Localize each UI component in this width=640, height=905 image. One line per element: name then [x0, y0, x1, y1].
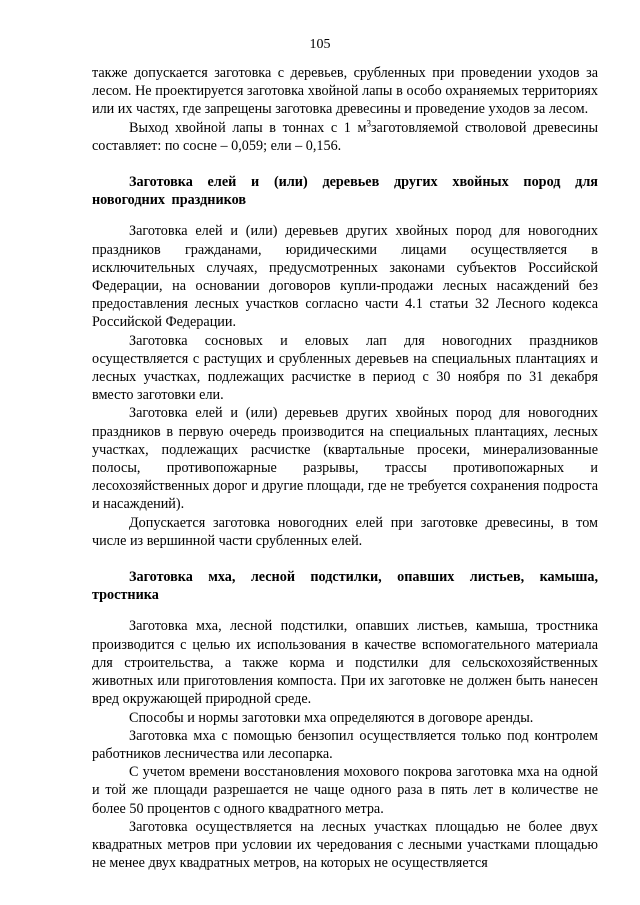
paragraph-yield: [92, 119, 598, 155]
paragraph: Заготовка елей и (или) деревьев других хвойных пород для новогодних праздников гражданами, юридическими лицами осуществляется в исключительных случаях, предусмотренных законами субъектов Российской Федерации, на основании договоров купли-продажи лесных насаждений без предоставления лесных участков согласно части 4.1 статьи 32 Лесного кодекса Российской Федерации.: [92, 223, 598, 331]
page-content: [92, 64, 598, 872]
paragraph: Заготовка елей и (или) деревьев других хвойных пород для новогодних праздников в первую очередь производится на специальных плантациях, лесных участках, подлежащих расчистке (квартальные просеки, минерализованные полосы, противопожарные разрывы, трассы противопожарных и лесохозяйственных дорог и другие площади, где не требуется сохранения подроста и насаждений).: [92, 405, 598, 513]
yield-text-before: Выход хвойной лапы в тоннах с 1 м: [129, 119, 367, 136]
section-heading-moss: Заготовка мха, лесной подстилки, опавших листьев, камыша, тростника: [92, 569, 598, 604]
paragraph: Заготовка мха, лесной подстилки, опавших листьев, камыша, тростника производится с целью их использования в качестве вспомогательного материала для строительства, а также корма и подстилки для сельскохозяйственных животных или приготовления компоста. При их заготовке не должен быть нанесен вред окружающей природной среде.: [92, 618, 598, 708]
page-number: 105: [309, 37, 331, 52]
paragraph: Заготовка сосновых и еловых лап для новогодних праздников осуществляется с растущих и срубленных деревьев на специальных плантациях и лесных участках, подлежащих расчистке в период с 30 ноября по 31 декабря вместо заготовки ели.: [92, 332, 598, 404]
section-heading-new-year-trees: Заготовка елей и (или) деревьев других хвойных пород для новогодних праздников: [92, 174, 598, 209]
paragraph: Способы и нормы заготовки мха определяются в договоре аренды.: [129, 709, 534, 726]
paragraph: Заготовка осуществляется на лесных участках площадью не более двух квадратных метров при условии их чередования с лесными участками площадью не менее двух квадратных метров, на которых не осуществляется: [92, 818, 598, 872]
paragraph: Заготовка мха с помощью бензопил осуществляется только под контролем работников лесничества или лесопарка.: [92, 727, 598, 762]
paragraph: С учетом времени восстановления мохового покрова заготовка мха на одной и той же площади разрешается не чаще одного раза в пять лет в количестве не более 50 процентов с одного квадратного метра.: [92, 764, 598, 817]
yield-superscript: 3: [366, 117, 371, 128]
yield-text-after: заготовляемой стволовой древесины составляет: по сосне – 0,059; ели – 0,156.: [92, 119, 598, 154]
paragraph-continuation: также допускается заготовка с деревьев, срубленных при проведении уходов за лесом. Не проектируется заготовка хвойной лапы в особо охраняемых территориях или их частях, где запрещены заготовка древесины и проведение уходов за лесом.: [92, 65, 598, 118]
paragraph: Допускается заготовка новогодних елей при заготовке древесины, в том числе из вершинной части срубленных елей.: [92, 514, 598, 549]
